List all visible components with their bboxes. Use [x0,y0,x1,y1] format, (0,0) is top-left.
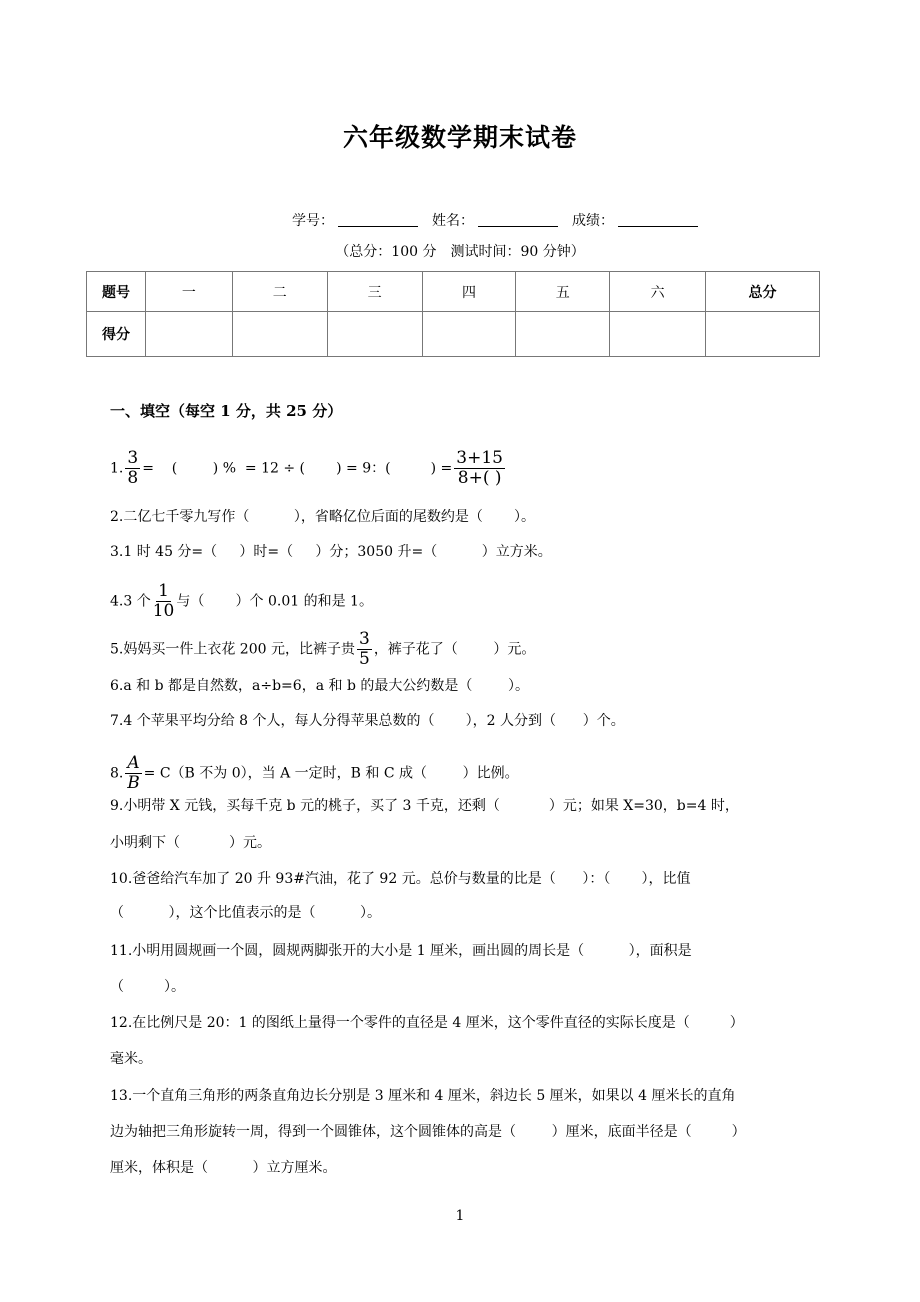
header-cell: 四 [422,272,516,312]
question-text: 边为轴把三角形旋转一周，得到一个圆锥体，这个圆锥体的高是（ ）厘米，底面半径是（ ） [110,1124,746,1140]
question-text: 13.一个直角三角形的两条直角边长分别是 3 厘米和 4 厘米，斜边长 5 厘米，如果以 4 厘米长的直角 [110,1088,736,1104]
fraction [125,754,141,793]
question-text: （ ）。 [110,979,186,995]
question-text: ，裤子花了（ ）元。 [373,641,536,658]
score-blank [618,212,698,227]
question-text: 与（ ）个 0.01 的和是 1。 [176,593,373,610]
question-line-q2 [110,508,535,526]
student-id-blank [338,212,418,227]
fraction-numerator: 1 [158,581,169,601]
fraction-denominator: 10 [152,601,175,621]
name-label: 姓名： [432,213,474,229]
score-cell [610,312,706,357]
fraction-numerator: A [127,753,140,773]
question-line-q5 [110,630,535,669]
page-number: 1 [455,1208,465,1224]
score-table-header-row [87,272,820,312]
score-cell [422,312,516,357]
question-line-q10a [110,870,691,888]
score-label: 成绩： [572,213,614,229]
question-text: 6.a 和 b 都是自然数，a÷b=6，a 和 b 的最大公约数是（ ）。 [110,678,529,694]
question-text: 9.小明带 X 元钱，买每千克 b 元的桃子，买了 3 千克，还剩（ ）元；如果 X=30，b=4 时， [110,798,739,814]
fraction-numerator: 3+15 [456,448,503,468]
fraction [454,449,505,488]
fraction-denominator: B [127,773,140,793]
fraction [357,630,372,669]
score-cell [327,312,422,357]
question-line-q3 [110,543,552,561]
fraction-numerator: 3 [127,448,139,468]
question-text: = C（B 不为 0），当 A 一定时，B 和 C 成（ ）比例。 [143,765,519,782]
page-title: 六年级数学期末试卷 [342,123,577,152]
question-text: 厘米，体积是（ ）立方厘米。 [110,1160,337,1176]
question-line-q1 [110,449,507,488]
score-cell [706,312,820,357]
header-cell: 六 [610,272,706,312]
question-text: = ( ) % = 12 ÷ ( ) = 9：( ) = [142,460,453,477]
header-cell: 三 [327,272,422,312]
fraction-denominator: 5 [358,649,370,669]
question-line-q6 [110,677,529,695]
header-cell: 总分 [706,272,820,312]
question-text: 11.小明用圆规画一个圆，圆规两脚张开的大小是 1 厘米，画出圆的周长是（ ），面积是 [110,943,692,959]
question-line-q9b [110,834,271,852]
question-text: 5.妈妈买一件上衣花 200 元，比裤子贵 [110,641,355,658]
header-cell: 二 [232,272,327,312]
question-line-q13b [110,1123,746,1141]
question-text: 3.1 时 45 分=（ ）时=（ ）分；3050 升=（ ）立方米。 [110,544,552,560]
question-text: 1. [110,460,124,477]
question-line-q8 [110,754,519,793]
score-cell [516,312,610,357]
question-text: 4.3 个 [110,593,151,610]
question-text: 8. [110,765,124,782]
question-text: 小明剩下（ ）元。 [110,835,271,851]
fraction [125,449,140,488]
student-id-label: 学号： [292,213,334,229]
section-heading: 一、填空（每空 1 分，共 25 分） [110,402,343,420]
question-text: 7.4 个苹果平均分给 8 个人，每人分得苹果总数的（ ），2 人分到（ ）个。 [110,713,625,729]
question-line-q12a [110,1014,744,1032]
question-line-q13c [110,1159,337,1177]
question-line-q13a [110,1087,736,1105]
score-cell [145,312,232,357]
question-text: 12.在比例尺是 20：1 的图纸上量得一个零件的直径是 4 厘米，这个零件直径的实际长度是（ ） [110,1015,744,1031]
header-cell: 一 [145,272,232,312]
score-cell [232,312,327,357]
question-text: 2.二亿七千零九写作（ ），省略亿位后面的尾数约是（ ）。 [110,509,536,525]
question-text: 10.爸爸给汽车加了 20 升 93#汽油，花了 92 元。总价与数量的比是（ ）：（ ），比值 [110,871,691,887]
question-line-q11b [110,978,185,996]
score-table-score-row [87,312,820,357]
fraction [153,582,175,621]
exam-note: （总分：100 分 测试时间：90 分钟） [335,244,585,260]
question-line-q11a [110,942,692,960]
fraction-denominator: 8+( ) [457,468,502,488]
question-line-q12b [110,1050,152,1068]
header-cell: 五 [516,272,610,312]
question-line-q10b [110,904,381,922]
fraction-numerator: 3 [358,629,370,649]
fraction-denominator: 8 [127,468,139,488]
question-text: 毫米。 [110,1051,152,1067]
student-info-line [292,210,712,230]
score-table [86,271,820,357]
question-line-q4 [110,582,373,621]
score-row-label: 得分 [87,312,146,357]
question-line-q9a [110,797,739,815]
header-cell: 题号 [87,272,146,312]
question-line-q7 [110,712,625,730]
name-blank [478,212,558,227]
question-text: （ ），这个比值表示的是（ ）。 [110,905,382,921]
